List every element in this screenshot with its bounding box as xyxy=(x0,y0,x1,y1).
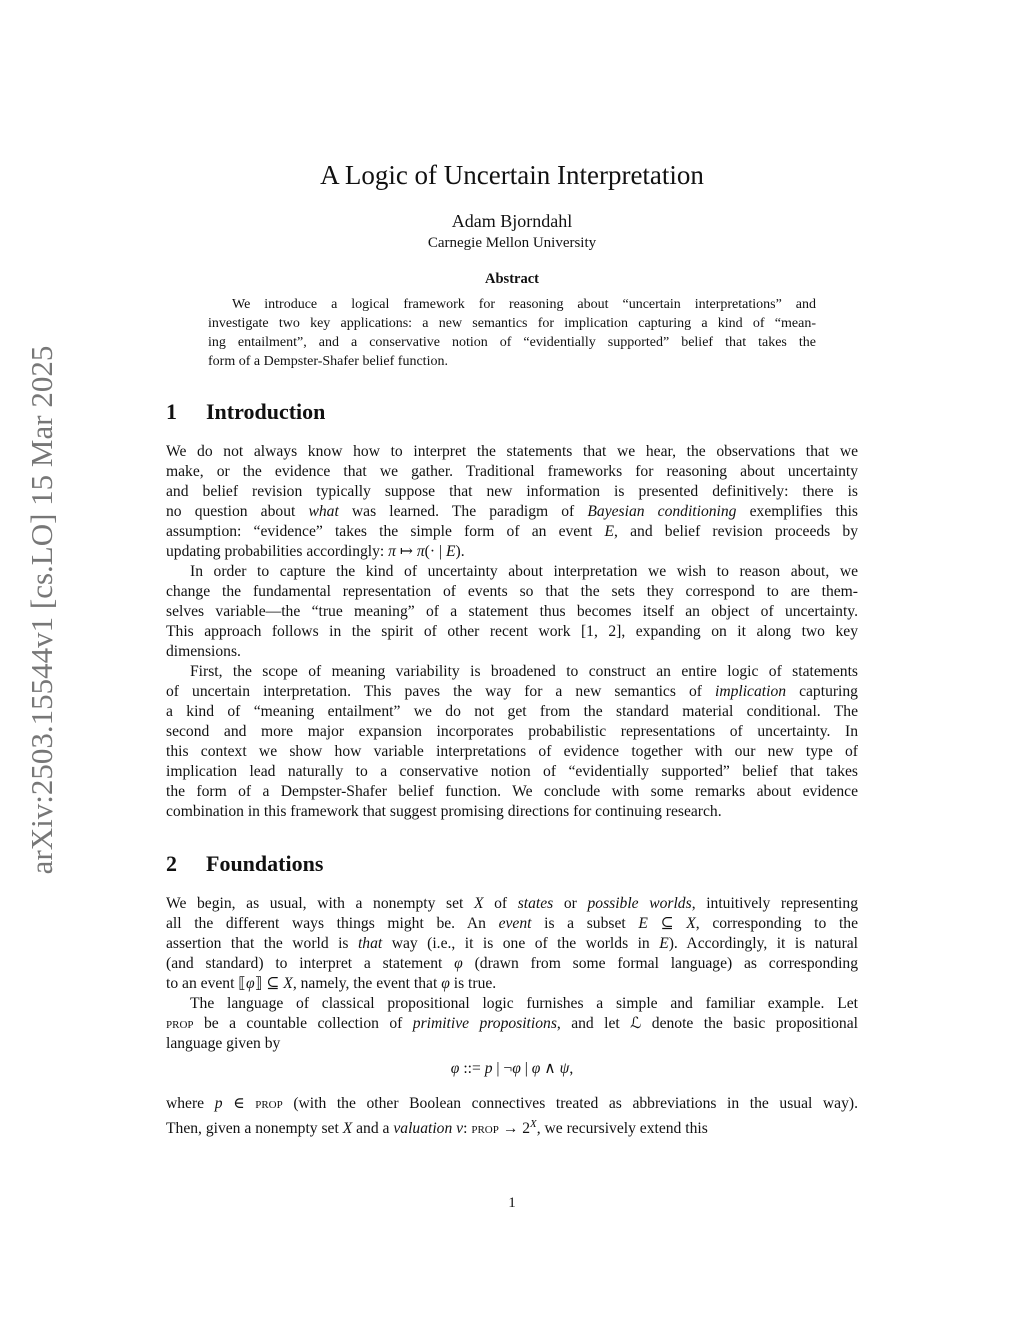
italic-text: π xyxy=(388,543,396,560)
small-caps-text: prop xyxy=(255,1095,283,1112)
affiliation: Carnegie Mellon University xyxy=(427,235,597,251)
abstract-heading: Abstract xyxy=(485,271,539,287)
text-line: The language of classical propositional logic furnishes a simple and familiar example. Let xyxy=(190,995,858,1012)
abstract-body xyxy=(208,295,816,371)
text-line: language given by xyxy=(166,1035,281,1052)
italic-text: that xyxy=(357,935,383,952)
display-equation: φ ::= p | ¬φ | φ ∧ ψ, xyxy=(450,1060,574,1077)
paragraph xyxy=(166,662,858,822)
paragraph xyxy=(166,994,858,1054)
section-number: 2 xyxy=(166,851,177,876)
italic-text: X xyxy=(686,915,696,932)
text-line: Then, given a nonempty set X and a valuation v: prop → $2^X$, we recursively extend this xyxy=(166,1118,708,1138)
author-name: Adam Bjorndahl xyxy=(451,211,573,231)
italic-text: primitive propositions xyxy=(412,1015,557,1032)
italic-text: X xyxy=(473,895,484,912)
text-line: selves variable—the “true meaning” of a statement thus becomes itself an object of uncertainty. xyxy=(166,603,858,620)
italic-text: φ xyxy=(450,1060,460,1077)
italic-text: ψ xyxy=(559,1060,570,1077)
italic-text: φ xyxy=(512,1060,521,1077)
paragraph xyxy=(208,295,816,371)
text-line: In order to capture the kind of uncertainty about interpretation we wish to reason about, we xyxy=(190,563,858,580)
text-line: We do not always know how to interpret the statements that we hear, the observations that we xyxy=(166,443,858,460)
text-line: no question about what was learned. The paradigm of Bayesian conditioning exemplifies this xyxy=(166,503,858,520)
italic-text: implication xyxy=(715,683,787,700)
italic-text: E xyxy=(604,523,615,540)
paragraph xyxy=(166,442,858,562)
text-line: We introduce a logical framework for reasoning about “uncertain interpretations” and xyxy=(232,297,816,312)
text-line: make, or the evidence that we gather. Traditional frameworks for reasoning about uncertainty xyxy=(166,463,858,480)
italic-text: possible worlds xyxy=(587,895,692,912)
italic-text: φ xyxy=(441,975,450,992)
text-line: all the different ways things might be. An event is a subset E ⊆ X, corresponding to the xyxy=(166,915,858,932)
superscript: X xyxy=(530,1118,537,1130)
introduction-body xyxy=(166,442,858,822)
italic-text: Bayesian conditioning xyxy=(587,503,737,520)
paragraph xyxy=(166,1094,858,1138)
italic-text: p xyxy=(214,1095,223,1112)
foundations-body xyxy=(166,894,859,1138)
text-line: change the fundamental representation of events so that the sets they correspond to are them- xyxy=(166,583,858,600)
section-heading-foundations xyxy=(166,851,323,877)
italic-text: π xyxy=(416,543,425,560)
section-number: 1 xyxy=(166,399,177,424)
text-line: of uncertain interpretation. This paves the way for a new semantics of implication capturing xyxy=(166,683,858,700)
text-line: This approach follows in the spirit of other recent work [1, 2], expanding on it along two key xyxy=(166,623,858,640)
italic-text: event xyxy=(498,915,532,932)
italic-text: states xyxy=(517,895,554,912)
text-line: assumption: “evidence” takes the simple form of an event E, and belief revision proceeds by xyxy=(166,523,858,540)
text-line: ing entailment”, and a conservative notion of “evidentially supported” belief that takes the xyxy=(208,335,816,350)
text-line: assertion that the world is that way (i.e., it is one of the worlds in E). Accordingly, it is natural xyxy=(166,935,859,952)
text-line: investigate two key applications: a new semantics for implication capturing a kind of “mean- xyxy=(208,316,816,331)
text-line: (and standard) to interpret a statement φ (drawn from some formal language) as corresponding xyxy=(166,955,858,972)
section-heading-introduction xyxy=(166,399,325,425)
paragraph xyxy=(166,894,858,994)
italic-text: p xyxy=(484,1060,493,1077)
italic-text: E xyxy=(638,915,648,932)
italic-text: E xyxy=(659,935,669,952)
text-line: form of a Dempster-Shafer belief function. xyxy=(208,354,448,369)
italic-text: E xyxy=(445,543,456,560)
text-line: where p ∈ prop (with the other Boolean connectives treated as abbreviations in the usual way). xyxy=(166,1095,858,1112)
text-line: combination in this framework that suggest promising directions for continuing research. xyxy=(166,803,722,820)
italic-text: φ xyxy=(531,1060,541,1077)
small-caps-text: prop xyxy=(471,1120,499,1138)
text-line: the form of a Dempster-Shafer belief function. We conclude with some remarks about evidence xyxy=(166,783,858,800)
text-line: prop be a countable collection of primitive propositions, and let ℒ denote the basic propositional xyxy=(166,1015,858,1032)
page-number: 1 xyxy=(508,1195,516,1211)
text-line: a kind of “meaning entailment” we do not get from the standard material conditional. The xyxy=(166,703,858,720)
text-line: implication lead naturally to a conservative notion of “evidentially supported” belief that takes xyxy=(166,763,858,780)
section-title: Foundations xyxy=(206,851,324,876)
arxiv-stamp: arXiv:2503.15544v1 [cs.LO] 15 Mar 2025 xyxy=(24,345,59,875)
text-line: updating probabilities accordingly: π ↦ π(· | E). xyxy=(166,543,465,560)
italic-text: X xyxy=(342,1120,353,1138)
italic-text: what xyxy=(308,503,339,520)
text-line: First, the scope of meaning variability is broadened to construct an entire logic of statements xyxy=(190,663,858,680)
paragraph xyxy=(166,1054,858,1084)
small-caps-text: prop xyxy=(166,1015,194,1032)
italic-text: X xyxy=(283,975,293,992)
italic-text: valuation v xyxy=(393,1120,464,1138)
text-line: We begin, as usual, with a nonempty set X of states or possible worlds, intuitively representing xyxy=(166,895,858,912)
text-line: this context we show how variable interpretations of evidence together with our new type of xyxy=(166,743,858,760)
text-line: dimensions. xyxy=(166,643,241,660)
text-line: and belief revision typically suppose that new information is presented definitively: there is xyxy=(166,483,858,500)
italic-text: φ xyxy=(454,955,463,972)
paper-title: A Logic of Uncertain Interpretation xyxy=(320,160,704,190)
section-title: Introduction xyxy=(206,399,326,424)
text-line: second and more major expansion incorporates probabilistic representations of uncertainty. In xyxy=(166,723,858,740)
paragraph xyxy=(166,562,858,662)
italic-text: φ xyxy=(246,975,255,992)
text-line: to an event ⟦φ⟧ ⊆ X, namely, the event that φ is true. xyxy=(166,975,497,992)
